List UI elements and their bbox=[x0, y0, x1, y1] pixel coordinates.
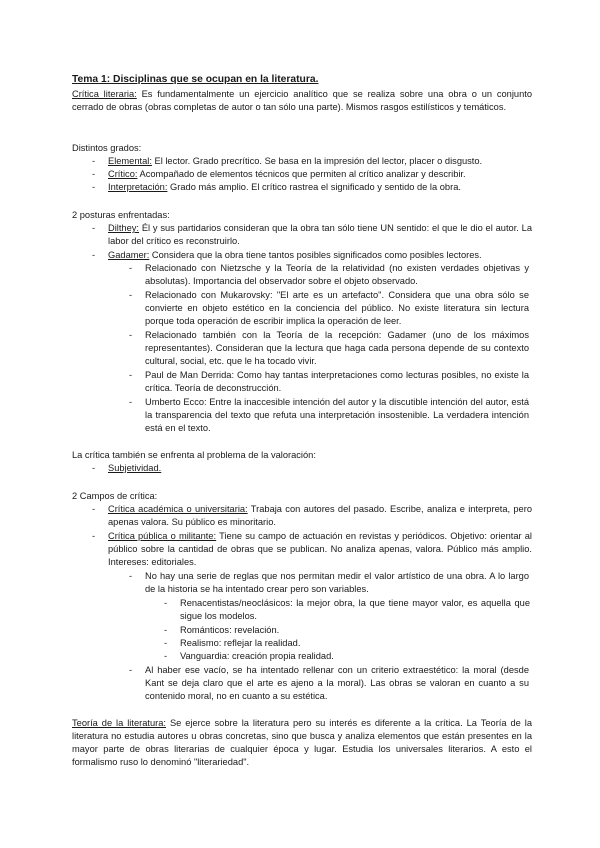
dash-bullet: - bbox=[129, 330, 133, 340]
item-term: Crítica académica o universitaria: bbox=[108, 504, 248, 514]
dash-bullet: - bbox=[164, 625, 168, 635]
dash-bullet: - bbox=[129, 397, 133, 407]
posturas-heading: 2 posturas enfrentadas: bbox=[72, 210, 170, 220]
dash-bullet: - bbox=[92, 169, 96, 179]
sub-list-item: - Relacionado con Mukarovsky: "El arte es un artefacto". Considera que una obra sólo se convierte en objeto estético en la conciencia del público. No existe literatura sin lectura porque toda operación de escribir implica la operación de leer. bbox=[129, 290, 529, 326]
dash-bullet: - bbox=[92, 156, 96, 166]
campos-heading: 2 Campos de crítica: bbox=[72, 491, 158, 501]
list-item bbox=[92, 530, 532, 569]
dash-bullet: - bbox=[129, 665, 133, 675]
item-term: Elemental: bbox=[108, 156, 152, 166]
sub-list-item: - Paul de Man Derrida: Como hay tantas interpretaciones como lecturas posibles, no existe la crítica. Teoría de deconstrucción. bbox=[129, 370, 529, 393]
sub-list-item: - Relacionado con Nietzsche y la Teoría de la relatividad (no existen verdades objetivas y absolutas). Importancia del observador sobre el objeto observado. bbox=[129, 263, 529, 286]
dash-bullet: - bbox=[164, 638, 168, 648]
item-term: Gadamer: bbox=[108, 250, 150, 260]
intro-paragraph bbox=[72, 88, 532, 114]
sub-sub-list-item: - Realismo: reflejar la realidad. bbox=[164, 638, 301, 648]
item-text: Considera que la obra tiene tantos posibles significados como posibles lectores. bbox=[149, 250, 482, 260]
dash-bullet: - bbox=[129, 370, 133, 380]
item-term: Dilthey: bbox=[108, 223, 140, 233]
item-term: Crítico: bbox=[108, 169, 138, 179]
teoria-term: Teoría de la literatura: bbox=[72, 718, 166, 728]
dash-bullet: - bbox=[129, 290, 133, 300]
list-item bbox=[92, 181, 532, 194]
sub-list-item: - Al haber ese vacío, se ha intentado rellenar con un criterio extraestético: la moral (desde Kant se deja claro que el arte es ajeno a la moral). Las obras se valoran en cuanto a su contenido moral, no en cuanto a su estética. bbox=[129, 665, 529, 701]
dash-bullet: - bbox=[164, 598, 168, 608]
sub-sub-list-item: - Renacentistas/neoclásicos: la mejor obra, la que tiene mayor valor, es aquella que sigue los modelos. bbox=[164, 598, 530, 621]
dash-bullet: - bbox=[92, 182, 96, 192]
list-item bbox=[92, 168, 532, 181]
list-item bbox=[92, 249, 532, 262]
dash-bullet: - bbox=[129, 263, 133, 273]
dash-bullet: - bbox=[92, 531, 96, 541]
dash-bullet: - bbox=[92, 223, 96, 233]
item-text: Tiene su campo de actuación en revistas y periódicos. Objetivo: orientar al público sobre la cantidad de obras que se publican. No analiza apenas, valora. Público más amplio. Intereses: editoriales. bbox=[108, 531, 532, 567]
item-text: Acompañado de elementos técnicos que permiten al crítico analizar y describir. bbox=[137, 169, 466, 179]
dash-bullet: - bbox=[92, 463, 96, 473]
valoracion-heading: La crítica también se enfrenta al problema de la valoración: bbox=[72, 450, 316, 460]
item-text: El lector. Grado precrítico. Se basa en la impresión del lector, placer o disgusto. bbox=[151, 156, 483, 166]
item-term: Crítica pública o militante: bbox=[108, 531, 217, 541]
page-title: Tema 1: Disciplinas que se ocupan en la literatura. bbox=[72, 74, 319, 85]
item-text: Él y sus partidarios consideran que la obra tan sólo tiene UN sentido: el que le dio el autor. La labor del crítico es reconstruirlo. bbox=[108, 223, 532, 246]
intro-text: Es fundamentalmente un ejercicio analítico que se realiza sobre una obra o un conjunto cerrado de obras (obras completas de autor o tan sólo una parte). Mismos rasgos estilísticos y temáticos. bbox=[72, 89, 533, 112]
sub-sub-list-item: - Vanguardia: creación propia realidad. bbox=[164, 651, 334, 661]
list-item: - Subjetividad. bbox=[92, 463, 162, 473]
dash-bullet: - bbox=[164, 651, 168, 661]
teoria-text: Se ejerce sobre la literatura pero su interés es diferente a la crítica. La Teoría de la literatura no estudia autores u obras concretas, sino que busca y analiza elementos que están presentes en la mayor parte de obras literarias de cualquier época y lugar. Estudia los universales literarios. A esto el formalismo ruso lo denominó "literariedad". bbox=[72, 718, 533, 767]
dash-bullet: - bbox=[92, 250, 96, 260]
sub-sub-list-item: - Románticos: revelación. bbox=[164, 625, 280, 635]
dash-bullet: - bbox=[92, 504, 96, 514]
dash-bullet: - bbox=[129, 571, 133, 581]
teoria-paragraph bbox=[72, 717, 532, 769]
item-text: Grado más amplio. El crítico rastrea el significado y sentido de la obra. bbox=[167, 182, 461, 192]
sub-list-item: - No hay una serie de reglas que nos permitan medir el valor artístico de una obra. A lo largo de la historia se ha intentado crear pero son variables. bbox=[129, 571, 529, 594]
sub-list-item: - Umberto Ecco: Entre la inaccesible intención del autor y la discutible intención del autor, está la transparencia del texto que refuta una interpretación insostenible. La verdadera intención está en el texto. bbox=[129, 397, 529, 433]
item-term: Interpretación: bbox=[108, 182, 168, 192]
list-item bbox=[92, 222, 532, 248]
grados-heading: Distintos grados: bbox=[72, 143, 142, 153]
intro-term: Crítica literaria: bbox=[72, 89, 137, 99]
item-text: Trabaja con autores del pasado. Escribe, analiza e interpreta, pero apenas valora. Su público es minoritario. bbox=[108, 504, 532, 527]
list-item bbox=[92, 503, 532, 529]
list-item bbox=[92, 155, 532, 168]
sub-list-item: - Relacionado también con la Teoría de la recepción: Gadamer (uno de los máximos representantes). Consideran que la lectura que haga cada persona depende de su contexto cultural, social, etc. que le ha tocado vivir. bbox=[129, 330, 529, 366]
